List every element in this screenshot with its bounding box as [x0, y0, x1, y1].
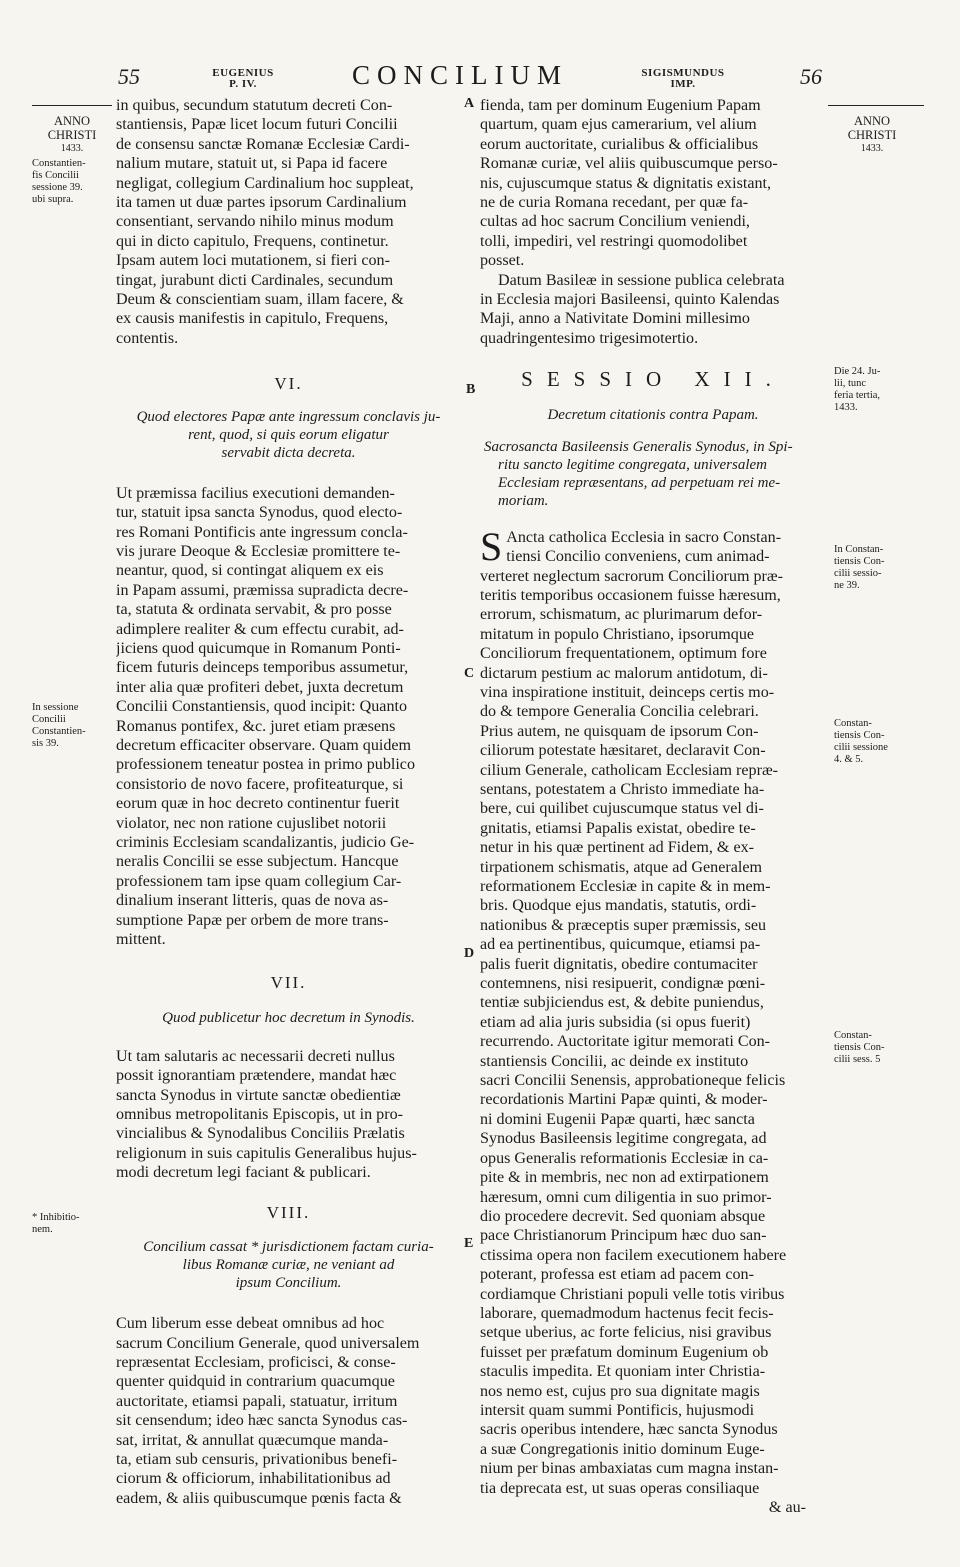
text-line: religionum in suis capitulis Generalibus hujus- — [116, 1144, 417, 1162]
section-title-viii — [116, 1238, 461, 1292]
text-line: mitatum in populo Christiano, ipsorumque — [480, 625, 755, 643]
text-line: eorum auctoritate, curialibus & officialibus — [480, 135, 759, 153]
margin-note-left-3 — [32, 1212, 112, 1236]
margin-note-line: ubi supra. — [32, 194, 74, 205]
text-line: Deum & conscientiam suam, illam facere, & — [116, 291, 404, 309]
intro-line: Sacrosancta Basileensis Generalis Synodus, in Spi- — [484, 438, 793, 455]
margin-note-line: Die 24. Ju- — [834, 366, 881, 377]
running-head-right-line1: SIGISMUNDUS — [641, 67, 725, 79]
margin-note-left-2 — [32, 702, 112, 750]
right-intro — [480, 96, 826, 348]
text-line: criminis Ecclesiam scandalizantis, judicio Ge- — [116, 834, 415, 851]
text-line: dio procedere decrevit. Sed quoniam absque — [480, 1207, 766, 1225]
text-line: setque uberius, ac forte felicius, nisi gravibus — [480, 1324, 772, 1342]
margin-note-line: In Constan- — [834, 544, 884, 555]
text-line: possit ignorantiam prætendere, mandat hæc — [116, 1067, 397, 1085]
margin-note-line: tiensis Con- — [834, 730, 885, 741]
text-line: sacri Concilii Senensis, approbationeque felicis — [480, 1072, 786, 1090]
margin-note-line: nem. — [32, 1224, 53, 1235]
text-line: tolli, impediri, vel restringi quomodolibet — [480, 232, 748, 250]
anno-year: 1433. — [860, 143, 884, 154]
title-line: rent, quod, si quis eorum eligatur — [188, 426, 389, 443]
text-line: Ancta catholica Ecclesia in sacro Constan- — [506, 528, 782, 546]
text-line: quenter quidquid in contrarium quacumque — [116, 1373, 395, 1391]
margin-note-right-3 — [834, 1030, 924, 1066]
text-line: neralis Concilii se esse subjectum. Hancque — [116, 853, 399, 871]
text-line: contentis. — [116, 329, 179, 347]
intro-line: ritu sancto legitime congregata, universalem — [498, 456, 767, 473]
text-line: res Romani Pontificis ante ingressum concla- — [116, 523, 408, 541]
decree-text — [480, 523, 826, 1518]
margin-note-right-2 — [834, 718, 924, 766]
text-line: pite & in membris, nec non ad extirpationem — [480, 1169, 769, 1187]
text-line: ex causis manifestis in capitulo, Frequens, — [116, 310, 389, 328]
text-line: intersit quam summi Pontificis, hujusmodi — [480, 1401, 755, 1419]
text-line: de consensu sanctæ Romanæ Ecclesiæ Cardi- — [116, 135, 410, 153]
margin-rule-left — [32, 105, 112, 106]
text-line: recordationis Martini Papæ quinti, & moder- — [480, 1091, 768, 1109]
text-line: ta, etiam sub censuris, privationibus benefi- — [116, 1450, 398, 1468]
margin-note-line: tiensis Con- — [834, 1042, 885, 1053]
text-line: vincialibus & Synodalibus Conciliis Prælatis — [116, 1125, 405, 1143]
text-line: Ipsam autem loci mutationem, si fieri con- — [116, 252, 390, 270]
title-line: servabit dicta decreta. — [221, 444, 356, 461]
text-line: pace Christianorum Principum hæc duo san- — [480, 1227, 767, 1245]
text-line: poterant, professa est etiam ad pacem con- — [480, 1266, 754, 1284]
text-line: consistorio de novo facere, profiteaturque, si — [116, 775, 404, 793]
text-line: palis fuerit dignitatis, obedire contumaciter — [480, 955, 758, 973]
text-line: neantur, quod, si contingat aliquem ex eis — [116, 562, 384, 580]
text-line: tingat, jurabunt dicti Cardinales, secundum — [116, 271, 394, 289]
synod-intro — [480, 438, 826, 510]
anno-christi-right — [832, 114, 912, 156]
text-line: tur, statuit ipsa sancta Synodus, quod electo- — [116, 504, 403, 522]
text-line: in Ecclesia majori Basileensi, quinto Kalendas — [480, 291, 780, 309]
text-line: ne de curia Romana recedant, per quæ fa- — [480, 194, 749, 212]
anno-christi-left — [34, 114, 110, 156]
page-title: CONCILIUM — [352, 60, 568, 90]
section-text-vi — [116, 484, 461, 950]
margin-note-line: Constan- — [834, 1030, 872, 1041]
anno-label: ANNO — [53, 114, 91, 128]
text-line: ta, statuta & ordinata servabit, & pro posse — [116, 601, 392, 619]
page-number-right: 56 — [800, 64, 822, 89]
section-heading-vii: VII. — [270, 973, 307, 993]
section-letter-c: C — [464, 666, 475, 681]
text-line: hæresum, omni cum diligentia in suo primor- — [480, 1188, 772, 1206]
text-line: Cum liberum esse debeat omnibus ad hoc — [116, 1315, 385, 1333]
margin-note-line: fis Concilii — [32, 170, 79, 181]
text-line: recurrendo. Auctoritate igitur memorati Con- — [480, 1033, 771, 1051]
text-line: Maji, anno a Nativitate Domini millesimo — [480, 310, 750, 328]
section-letter-d: D — [464, 946, 475, 961]
margin-note-line: Constantien- — [32, 158, 86, 169]
text-line: contemnens, nisi resipuerit, condignæ pœni- — [480, 975, 766, 993]
margin-rule-right — [828, 105, 924, 106]
running-head-left — [198, 68, 288, 90]
margin-note-line: 4. & 5. — [834, 754, 864, 765]
running-head-right — [628, 68, 738, 90]
margin-note-right-1 — [834, 544, 924, 592]
text-line: Ut tam salutaris ac necessarii decreti nullus — [116, 1047, 395, 1065]
margin-note-line: Constantien- — [32, 726, 86, 737]
section-heading-vi: VI. — [274, 374, 303, 394]
text-line: stantiensis Concilii, ac deinde ex instituto — [480, 1052, 749, 1070]
margin-note-line: lii, tunc — [834, 378, 867, 389]
text-line: inter alia quæ profiteri debet, juxta decretum — [116, 678, 404, 696]
text-line: verteret neglectum sacrorum Conciliorum præ- — [480, 567, 783, 585]
text-line: bris. Quodque ejus mandatis, statutis, ordi- — [480, 897, 757, 915]
text-line: cultas ad hoc sacrum Concilium veniendi, — [480, 213, 750, 231]
title-line: Concilium cassat * jurisdictionem factam curia- — [143, 1239, 434, 1256]
catchword: & au- — [768, 1499, 806, 1516]
text-line: etiam ad alia juris subsidia (si opus fuerit) — [480, 1013, 751, 1031]
text-line: nos nemo est, cujus pro sua dignitate magis — [480, 1382, 760, 1400]
margin-note-line: cilii sessione — [834, 742, 888, 753]
text-line: Prius autem, ne quisquam de ipsorum Con- — [480, 722, 759, 740]
text-line: Romanæ curiæ, vel aliis quibuscumque perso- — [480, 155, 778, 173]
text-line: do & tempore Generalia Concilia celebrari. — [480, 703, 759, 721]
text-line: Conciliorum frequentationem, optimum fore — [480, 645, 767, 663]
text-line: jiciens quod quicumque in Romanum Ponti- — [116, 639, 401, 657]
text-line: adimplere realiter & cum effectu curabit, ad- — [116, 620, 404, 638]
text-line: nalium mutare, statuit ut, si Papa id facere — [116, 155, 388, 173]
text-line: cilium Generale, catholicam Ecclesiam repræ- — [480, 761, 779, 779]
text-line: tiensi Concilio conveniens, cum animad- — [506, 548, 770, 566]
text-line: sentans, potestatem a Christo immediate ha- — [480, 780, 765, 798]
margin-note-line: * Inhibitio- — [32, 1212, 80, 1223]
anno-year: 1433. — [60, 143, 84, 154]
title-line: Quod electores Papæ ante ingressum conclavis ju- — [136, 408, 441, 425]
text-line: fuisset per præfatum dominum Eugenium ob — [480, 1343, 769, 1361]
text-line: dinalium inserant litteris, quas de nova as- — [116, 892, 389, 910]
title-line: ipsum Concilium. — [235, 1275, 342, 1292]
text-line: reformationem Ecclesiæ in capite & in mem- — [480, 878, 771, 895]
section-text-viii — [116, 1314, 461, 1508]
text-line: ni domini Eugenii Papæ quarti, hæc sancta — [480, 1110, 755, 1128]
running-head-left-line2: P. IV. — [229, 78, 257, 90]
drop-cap: S — [480, 523, 503, 569]
text-line: dictarum pestium ac malorum antidotum, di- — [480, 664, 768, 682]
text-line: professionem teneatur postea in primo publico — [116, 756, 415, 774]
text-line: tia deprecata est, ut suas operas consiliaque — [480, 1479, 760, 1497]
text-line: sat, irritat, & annullat quæcumque manda- — [116, 1431, 389, 1449]
text-line: Synodus Basileensis legitime congregata, ad — [480, 1130, 767, 1148]
text-line: ficem futuris deinceps temporibus assumetur, — [116, 659, 409, 677]
text-line: professionem tam ipse quam collegium Car- — [116, 872, 402, 890]
text-line: Ut præmissa facilius executioni demanden- — [116, 484, 395, 502]
text-line: ciliorum potestate hæsitaret, declaravit Con- — [480, 742, 766, 760]
text-line: quartum, quam ejus camerarium, vel alium — [480, 116, 757, 134]
text-line: a suæ Congregationis initio dominum Euge- — [480, 1440, 765, 1458]
text-line: stantiensis, Papæ licet locum futuri Concilii — [116, 116, 398, 134]
intro-line: moriam. — [498, 492, 549, 509]
margin-note-line: Concilii — [32, 714, 66, 725]
section-letter-e: E — [464, 1236, 474, 1251]
text-line: consentiant, servando nihilo minus modum — [116, 213, 394, 231]
text-line: Romanus pontifex, &c. juret etiam præsens — [116, 717, 396, 735]
text-line: opus Generalis reformationis Ecclesiæ in ca- — [480, 1149, 769, 1167]
text-line: fienda, tam per dominum Eugenium Papam — [480, 97, 761, 114]
text-line: cordiamque Christiani populi velle totis viribus — [480, 1285, 785, 1303]
christi-label: CHRISTI — [47, 128, 97, 142]
text-line: sit censendum; ideo hæc sancta Synodus cas- — [116, 1412, 408, 1430]
running-head-right-line2: IMP. — [670, 78, 696, 90]
text-line: nationibus & præceptis super præmissis, seu — [480, 916, 767, 934]
text-line: in quibus, secundum statutum decreti Con- — [116, 97, 393, 114]
session-heading: SESSIO XII. — [521, 367, 785, 392]
section-letter-a: A — [464, 96, 475, 111]
text-line: decretum efficaciter observare. Quam quidem — [116, 736, 412, 754]
section-title-vii: Quod publicetur hoc decretum in Synodis. — [162, 1009, 415, 1026]
left-column — [116, 96, 461, 1508]
text-line: auctoritate, etiamsi papali, statuatur, irritum — [116, 1392, 398, 1410]
text-line: netur in his quæ pertinent ad Fidem, & ex- — [480, 839, 754, 857]
text-line: posset. — [480, 252, 525, 270]
margin-note-line: cilii sessio- — [834, 568, 882, 579]
text-line: ita tamen ut duæ partes ipsorum Cardinalium — [116, 194, 407, 212]
title-line: libus Romanæ curiæ, ne veniant ad — [182, 1257, 395, 1274]
text-line: vis jurare Deoque & Ecclesiæ promittere te- — [116, 542, 401, 560]
section-letter-b: B — [466, 382, 476, 397]
margin-note-line: sessione 39. — [32, 182, 83, 193]
right-column — [480, 96, 826, 1517]
text-line: sacris operibus intendere, hæc sancta Synodus — [480, 1421, 778, 1439]
section-heading-viii: VIII. — [266, 1202, 311, 1222]
section-title-vi — [116, 408, 461, 462]
margin-note-left-1 — [32, 158, 112, 206]
text-line: quadringentesimo trigesimotertio. — [480, 329, 699, 347]
decree-title: Decretum citationis contra Papam. — [547, 406, 759, 423]
text-line: sancta Synodus in virtute sanctæ obedientiæ — [116, 1086, 401, 1104]
margin-note-line: Constan- — [834, 718, 872, 729]
text-line: modi decretum legi faciant & publicari. — [116, 1164, 371, 1182]
text-line: mittent. — [116, 931, 166, 949]
text-line: nium per binas ambaxiatas cum magna instan- — [480, 1460, 779, 1478]
text-line: errorum, schismatum, ac plurimarum defor- — [480, 606, 763, 624]
text-line: Datum Basileæ in sessione publica celebrata — [498, 271, 785, 289]
text-line: vina inspiratione instituit, deinceps certis mo- — [480, 683, 775, 701]
text-line: repræsentat Ecclesiam, proficisci, & conse- — [116, 1353, 396, 1371]
margin-note-line: 1433. — [834, 402, 858, 413]
margin-note-line: In sessione — [32, 702, 79, 713]
margin-note-line: ne 39. — [834, 580, 860, 591]
margin-note-right-date — [834, 366, 924, 414]
text-line: ad ea pertinentibus, quicumque, etiamsi pa- — [480, 936, 761, 954]
text-line: bere, cui quilibet cujuscumque status vel di- — [480, 800, 764, 818]
text-line: Concilii Constantiensis, quod incipit: Quanto — [116, 698, 408, 716]
text-line: tentiæ subjiciendus est, & debite puniendus, — [480, 994, 764, 1012]
margin-note-line: sis 39. — [32, 738, 59, 749]
text-line: nis, cujuscumque status & dignitatis existant, — [480, 174, 771, 192]
page-number-left: 55 — [118, 64, 140, 89]
running-head-left-line1: EUGENIUS — [212, 67, 274, 79]
text-line: eadem, & aliis quibuscumque pœnis facta & — [116, 1489, 402, 1507]
text-line: ctissima opera non facilem executionem habere — [480, 1246, 787, 1264]
text-line: sacrum Concilium Generale, quod universalem — [116, 1334, 420, 1352]
text-line: ciorum & officiorum, inhabilitationibus ad — [116, 1470, 391, 1488]
text-line: laborare, quemadmodum hactenus fecit fecis- — [480, 1304, 774, 1322]
intro-line: Ecclesiam repræsentans, ad perpetuam rei me- — [498, 474, 781, 491]
anno-label: ANNO — [853, 114, 891, 128]
text-line: sumptione Papæ per orbem de more trans- — [116, 911, 389, 929]
margin-note-line: cilii sess. 5 — [834, 1054, 881, 1065]
left-intro — [116, 96, 461, 348]
section-text-vii — [116, 1047, 461, 1183]
text-line: eorum quæ in hoc decreto continentur fuerit — [116, 795, 400, 813]
christi-label: CHRISTI — [847, 128, 897, 142]
text-line: staculis impedita. Et quoniam inter Christia- — [480, 1363, 766, 1381]
text-line: in Papam assumi, præmissa supradicta decre- — [116, 581, 409, 599]
text-line: qui in dicto capitulo, Frequens, continetur. — [116, 232, 389, 250]
text-line: teritis temporibus occasionem fuisse hæresum, — [480, 586, 781, 604]
text-line: omnibus metropolitanis Episcopis, ut in pro- — [116, 1106, 403, 1124]
margin-note-line: tiensis Con- — [834, 556, 885, 567]
text-line: tirpationem schismatis, atque ad Generalem — [480, 858, 762, 876]
text-line: negligat, collegium Cardinalium hoc suppleat, — [116, 174, 414, 192]
text-line: gnitatis, etiamsi Papalis existat, obedire te- — [480, 819, 756, 837]
text-line: violator, nec non ratione cujuslibet notorii — [116, 814, 387, 832]
margin-note-line: feria tertia, — [834, 390, 881, 401]
